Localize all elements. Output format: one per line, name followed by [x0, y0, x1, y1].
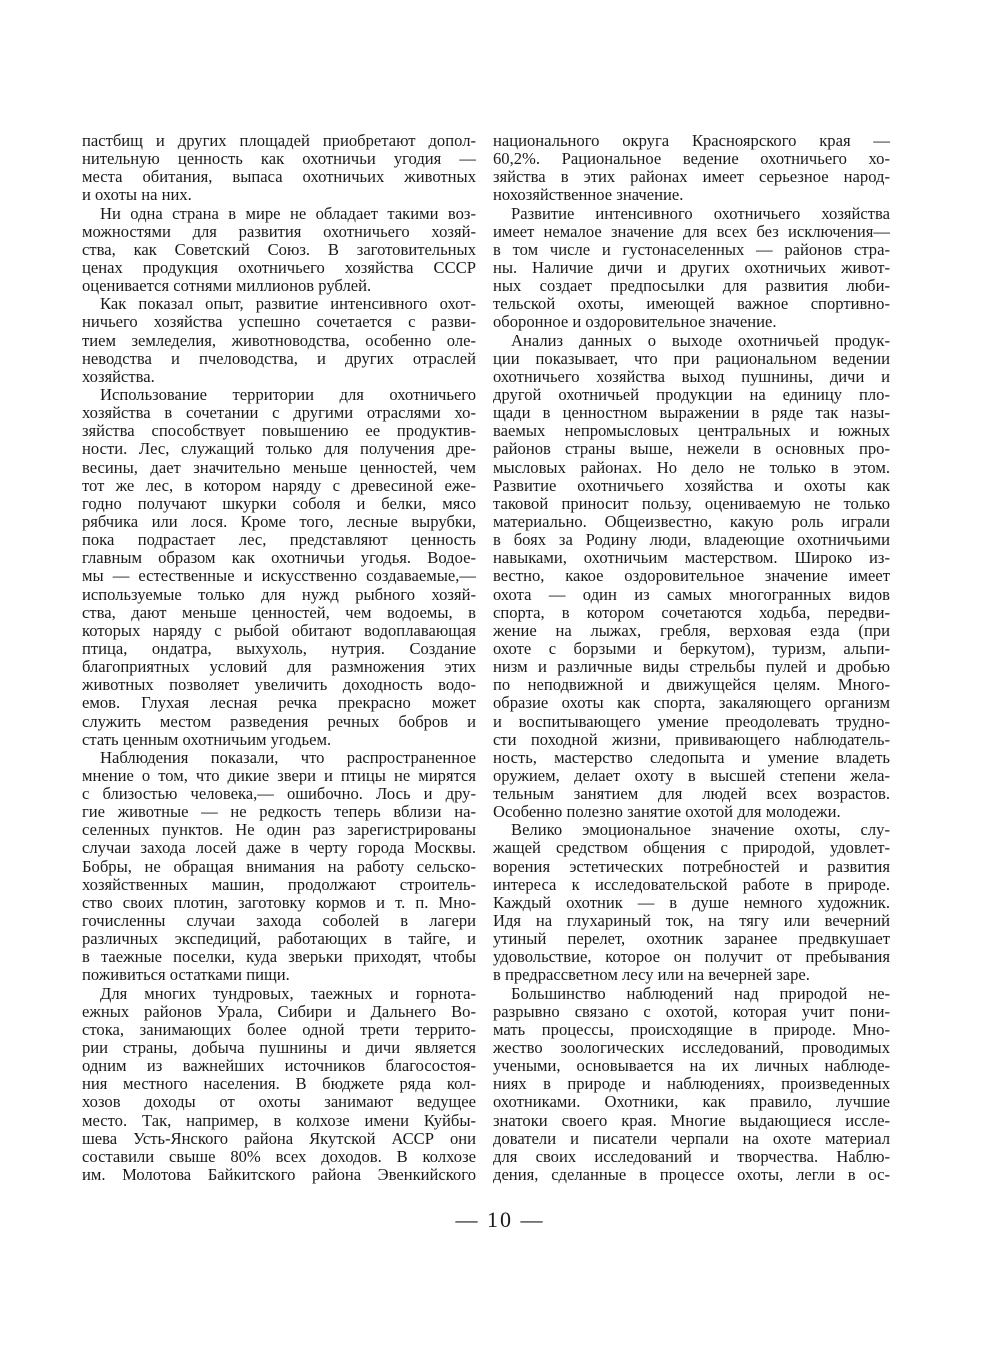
- text-line: годно получают шкурки соболя и белки, мясо: [82, 493, 476, 513]
- text-line: шева Усть-Янского района Якутской АССР они: [82, 1128, 476, 1148]
- text-line: Использование территории для охотничьего: [100, 384, 476, 404]
- text-line: низм и различные виды стрельбы пулей и дробью: [493, 657, 890, 677]
- text-line: поживиться остатками пищи.: [82, 965, 290, 985]
- text-line: и охоты на них.: [82, 185, 192, 205]
- text-line: селенных пунктов. Не один раз зарегистрированы: [82, 820, 476, 840]
- text-line: Наблюдения показали, что распространенное: [100, 747, 476, 767]
- text-line: другой охотничьей продукции на единицу пло-: [493, 384, 890, 404]
- text-line: сти походной жизни, прививающего наблюдатель-: [493, 729, 890, 749]
- text-line: Особенно полезно занятие охотой для молодежи.: [493, 802, 841, 822]
- text-line: хозяйственных машин, продолжают строитель-: [82, 874, 476, 894]
- text-line: ценах продукция охотничьего хозяйства СССР: [82, 257, 476, 277]
- text-line: одним из важнейших источников благосостоя-: [82, 1056, 476, 1076]
- text-line: которых наряду с рыбой обитают водоплавающая: [82, 620, 476, 640]
- text-line: спорта, в котором сочетаются ходьба, передви-: [493, 602, 890, 622]
- text-line: зяйства в этих районах имеет серьезное народ-: [493, 167, 890, 187]
- text-line: мать процессы, происходящие в природе. Мно-: [493, 1019, 890, 1039]
- text-line: рии страны, добыча пушнины и дичи является: [82, 1038, 476, 1058]
- text-line: жение на лыжах, гребля, верховая езда (при: [493, 620, 890, 640]
- text-line: оценивается сотнями миллионов рублей.: [82, 276, 372, 296]
- text-line: нительную ценность как охотничьи угодия —: [82, 149, 476, 169]
- text-line: оборонное и оздоровительное значение.: [493, 312, 777, 332]
- text-line: Большинство наблюдений над природой не-: [511, 983, 890, 1003]
- text-line: пока подрастает лес, представляют ценность: [82, 530, 476, 550]
- text-line: разрывно связано с охотой, которая учит пони-: [493, 1001, 890, 1021]
- text-line: им. Молотова Байкитского района Эвенкийского: [82, 1165, 476, 1185]
- text-line: служить местом разведения речных бобров и: [82, 711, 476, 731]
- text-line: образие охоты как спорта, закаляющего организм: [493, 693, 890, 713]
- text-line: жащей средством общения с природой, удовлет-: [493, 838, 890, 858]
- text-line: щади в ценностном выражении в ряде так назы-: [493, 403, 890, 423]
- text-line: благоприятных условий для размножения этих: [82, 657, 476, 677]
- text-line: охотниками. Охотники, как правило, лучшие: [493, 1092, 890, 1112]
- text-line: тельным занятием для людей всех возрастов.: [493, 784, 890, 804]
- text-line: зяйства способствует повышению ее продуктив-: [82, 421, 476, 441]
- text-line: 60,2%. Рациональное ведение охотничьего хо-: [493, 149, 890, 169]
- text-line: Анализ данных о выходе охотничьей продук-: [511, 330, 890, 350]
- text-line: дователи и писатели черпали на охоте материал: [493, 1128, 890, 1148]
- text-line: навыками, охотничьим мастерством. Широко из-: [493, 548, 890, 568]
- text-line: знатоки своего края. Многие выдающиеся иссле-: [493, 1110, 890, 1130]
- text-line: Развитие охотничьего хозяйства и охоты как: [493, 475, 890, 495]
- text-line: интереса к исследовательской работе в природе.: [493, 874, 890, 894]
- text-line: таковой приносит пользу, оцениваемую не только: [493, 493, 890, 513]
- text-line: Развитие интенсивного охотничьего хозяйства: [511, 203, 890, 223]
- right-text-column: [493, 132, 890, 1184]
- left-text-column: [82, 132, 476, 1184]
- text-line: в том числе и густонаселенных — районов стра-: [493, 239, 890, 259]
- page-number: — 10 —: [455, 1207, 545, 1232]
- text-line: Ни одна страна в мире не обладает такими воз-: [100, 203, 476, 223]
- text-line: национального округа Красноярского края —: [493, 131, 890, 150]
- text-line: хозяйства в сочетании с другими отраслями хо-: [82, 403, 476, 423]
- text-line: тием земледелия, животноводства, особенно оле-: [82, 330, 476, 350]
- text-line: ниях в природе и наблюдениях, произведенных: [493, 1074, 890, 1094]
- text-line: районов страны выше, нежели в основных про-: [493, 439, 890, 459]
- text-line: в таежные поселки, куда зверьки приходят, чтобы: [82, 947, 476, 967]
- text-line: ции показывает, что при рациональном ведении: [493, 348, 890, 368]
- text-line: различных экспедиций, работающих в тайге, и: [82, 929, 476, 949]
- text-line: Идя на глухариный ток, на тягу или вечерний: [493, 911, 890, 931]
- text-line: ния местного населения. В бюджете ряда кол-: [82, 1074, 476, 1094]
- text-line: вестно, какое оздоровительное значение имеет: [493, 566, 890, 586]
- text-line: случаи захода лосей даже в черту города Москвы.: [82, 838, 476, 858]
- text-line: оружием, делает охоту в высшей степени жела-: [493, 765, 890, 785]
- text-line: в предрассветном лесу или на вечерней заре.: [493, 965, 810, 985]
- text-line: пастбищ и других площадей приобретают допол-: [82, 131, 476, 150]
- text-line: Каждый охотник — в душе немного художник.: [493, 892, 890, 912]
- text-line: тот же лес, в котором наряду с древесиной еже-: [82, 475, 476, 495]
- text-line: неводства и пчеловодства, и других отраслей: [82, 348, 476, 368]
- text-line: гие животные — не редкость теперь вблизи на-: [82, 802, 476, 822]
- text-line: мысловых районах. Но дело не только в этом.: [493, 457, 890, 477]
- text-line: птица, ондатра, выхухоль, нутрия. Создание: [82, 638, 476, 658]
- text-line: ства, дают меньше ценностей, чем водоемы, в: [82, 602, 476, 622]
- text-line: с близостью человека,— ошибочно. Лось и дру-: [82, 784, 476, 804]
- text-line: имеет немалое значение для всех без исключения—: [493, 221, 890, 241]
- text-line: мнение о том, что дикие звери и птицы не мирятся: [82, 765, 476, 785]
- text-line: жество зоологических исследований, проводимых: [493, 1038, 890, 1058]
- text-line: можностями для развития охотничьего хозяй-: [82, 221, 476, 241]
- text-line: хозов доходы от охоты занимают ведущее: [82, 1092, 476, 1112]
- text-line: охота — один из самых многогранных видов: [493, 584, 890, 604]
- text-line: весины, дает значительно меньше ценностей, чем: [82, 457, 476, 477]
- text-line: дения, сделанные в процессе охоты, легли в ос-: [493, 1165, 890, 1185]
- text-line: ность, мастерство следопыта и умение владеть: [493, 747, 890, 767]
- text-line: гочисленны случаи захода соболей в лагери: [82, 911, 476, 931]
- text-line: ничьего хозяйства успешно сочетается с разви-: [82, 312, 476, 332]
- text-line: ство своих плотин, заготовку кормов и т. п. Мно-: [82, 892, 476, 912]
- text-line: Велико эмоциональное значение охоты, слу-: [511, 820, 890, 840]
- text-line: ных создает предпосылки для развития люби-: [493, 276, 890, 296]
- text-line: ежных районов Урала, Сибири и Дальнего Во-: [82, 1001, 476, 1021]
- text-line: место. Так, например, в колхозе имени Куйбы-: [82, 1110, 476, 1130]
- text-line: ства, как Советский Союз. В заготовительных: [82, 239, 476, 259]
- text-line: в боях за Родину люди, владеющие охотничьими: [493, 530, 890, 550]
- text-line: мы — естественные и искусственно создаваемые,—: [82, 566, 476, 586]
- text-line: емов. Глухая лесная речка прекрасно может: [82, 693, 476, 713]
- text-line: хозяйства.: [82, 366, 155, 386]
- text-line: ваемых непромысловых центральных и южных: [493, 421, 890, 441]
- text-line: для своих исследований и творчества. Наблю-: [493, 1146, 890, 1166]
- text-line: стока, занимающих более одной трети террито-: [82, 1019, 476, 1039]
- text-line: тельской охоты, имеющей важное спортивно-: [493, 294, 890, 314]
- text-line: Как показал опыт, развитие интенсивного охот-: [100, 294, 476, 314]
- text-line: охоте с борзыми и беркутом), туризм, альпи-: [493, 638, 890, 658]
- text-line: Бобры, не обращая внимания на работу сельско-: [82, 856, 476, 876]
- text-line: животных позволяет увеличить доходность водо-: [82, 675, 476, 695]
- text-line: по неподвижной и движущейся целям. Много-: [493, 675, 890, 695]
- text-line: учеными, основывается на их личных наблюде-: [493, 1056, 890, 1076]
- text-line: и воспитывающего умение преодолевать трудно-: [493, 711, 890, 731]
- text-line: рябчика или лося. Кроме того, лесные вырубки,: [82, 511, 476, 531]
- text-line: ности. Лес, служащий только для получения дре-: [82, 439, 476, 459]
- text-line: материально. Общеизвестно, какую роль играли: [493, 511, 890, 531]
- text-line: охотничьего хозяйства выход пушнины, дичи и: [493, 366, 890, 386]
- text-line: места обитания, выпаса охотничьих животных: [82, 167, 476, 187]
- text-line: нохозяйственное значение.: [493, 185, 684, 205]
- text-line: используемые только для нужд рыбного хозяй-: [82, 584, 476, 604]
- text-line: главным образом как охотничьи угодья. Водое-: [82, 548, 476, 568]
- text-line: составили свыше 80% всех доходов. В колхозе: [82, 1146, 476, 1166]
- text-line: стать ценным охотничьим угодьем.: [82, 729, 332, 749]
- text-line: ворения эстетических потребностей и развития: [493, 856, 890, 876]
- text-line: удовольствие, которое он получит от пребывания: [493, 947, 890, 967]
- text-line: ны. Наличие дичи и других охотничьих живот-: [493, 257, 890, 277]
- text-line: Для многих тундровых, таежных и горнота-: [100, 983, 476, 1003]
- text-line: утиный перелет, охотник заранее предвкушает: [493, 929, 890, 949]
